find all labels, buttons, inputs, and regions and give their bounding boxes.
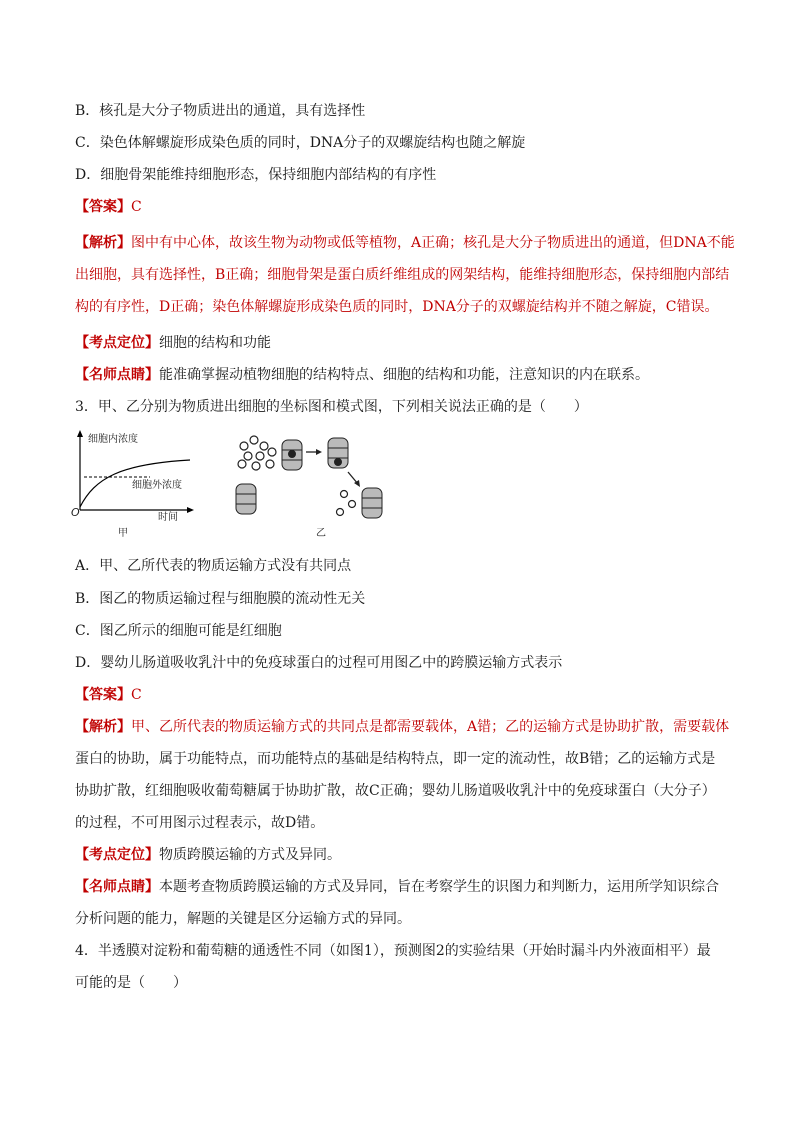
arrow-1-head: [316, 449, 322, 455]
q2-analysis-line-2: 出细胞，具有选择性，B正确；细胞骨架是蛋白质纤维组成的网架结构，能维持细胞形态，保持细胞内部结: [75, 267, 730, 283]
carrier-protein-2: [328, 438, 348, 468]
q3-mingshi-line-1: [75, 877, 719, 897]
mingshi-tag: 【名师点睛】: [75, 879, 159, 895]
q3-analysis-line-1: [75, 717, 729, 737]
q2-option-b: B．核孔是大分子物质进出的通道，具有选择性: [75, 103, 366, 119]
q3-option-d: D．婴幼儿肠道吸收乳汁中的免疫球蛋白的过程可用图乙中的跨膜运输方式表示: [75, 655, 563, 671]
solute-molecules-outside: [238, 436, 276, 470]
q3-analysis-line-4: 的过程，不可用图示过程表示，故D错。: [75, 815, 325, 831]
kaodian-tag: 【考点定位】: [75, 335, 159, 351]
kaodian-tag: 【考点定位】: [75, 847, 159, 863]
q2-mingshi: [75, 365, 649, 385]
answer-tag: 【答案】: [75, 687, 131, 703]
kaodian-text: 细胞的结构和功能: [159, 335, 271, 351]
q2-answer: [75, 197, 142, 217]
kaodian-text: 物质跨膜运输的方式及异同。: [159, 847, 341, 863]
q3-kaodian: [75, 845, 341, 865]
caption-yi: 乙: [316, 528, 326, 539]
caption-jia: 甲: [118, 528, 128, 539]
q3-analysis-line-3: 协助扩散，红细胞吸收葡萄糖属于协助扩散，故C正确；婴幼儿肠道吸收乳汁中的免疫球蛋白（大分子）: [75, 783, 716, 799]
carrier-protein-3: [236, 484, 256, 514]
analysis-text: 甲、乙所代表的物质运输方式的共同点是都需要载体，A错；乙的运输方式是协助扩散，需要载体: [131, 719, 730, 735]
figure-yi: [232, 432, 392, 542]
mingshi-text: 能准确掌握动植物细胞的结构特点、细胞的结构和功能，注意知识的内在联系。: [159, 367, 649, 383]
analysis-text: 图中有中心体，故该生物为动物或低等植物，A正确；核孔是大分子物质进出的通道，但DNA不能: [131, 235, 735, 251]
q4-stem-line-1: 4．半透膜对淀粉和葡萄糖的通透性不同（如图1），预测图2的实验结果（开始时漏斗内外液面相平）最: [75, 943, 711, 959]
y-axis-label: 细胞内浓度: [88, 434, 138, 445]
q3-option-c: C．图乙所示的细胞可能是红细胞: [75, 623, 282, 639]
q4-stem-line-2: 可能的是（ ）: [75, 975, 187, 991]
q3-option-a: A．甲、乙所代表的物质运输方式没有共同点: [75, 558, 352, 574]
x-axis-label: 时间: [158, 512, 178, 523]
analysis-tag: 【解析】: [75, 719, 131, 735]
q2-option-d: D．细胞骨架能维持细胞形态，保持细胞内部结构的有序性: [75, 167, 437, 183]
q2-option-c: C．染色体解螺旋形成染色质的同时，DNA分子的双螺旋结构也随之解旋: [75, 135, 526, 151]
mingshi-tag: 【名师点睛】: [75, 367, 159, 383]
q3-mingshi-line-2: 分析问题的能力，解题的关键是区分运输方式的异同。: [75, 911, 411, 927]
analysis-tag: 【解析】: [75, 235, 131, 251]
x-axis-arrow: [187, 507, 194, 513]
answer-value: C: [131, 687, 142, 703]
answer-tag: 【答案】: [75, 199, 131, 215]
mingshi-text: 本题考查物质跨膜运输的方式及异同，旨在考察学生的识图力和判断力，运用所学知识综合: [159, 879, 719, 895]
dashed-line-label: 细胞外浓度: [132, 480, 182, 491]
q2-analysis-line-1: [75, 233, 735, 253]
figure-jia: [70, 428, 200, 543]
q2-kaodian: [75, 333, 271, 353]
solute-molecules-inside: [337, 491, 356, 516]
answer-value: C: [131, 199, 142, 215]
figure-yi-diagram: [232, 432, 392, 542]
y-axis-arrow: [77, 430, 83, 437]
q3-option-b: B．图乙的物质运输过程与细胞膜的流动性无关: [75, 591, 366, 607]
q3-analysis-line-2: 蛋白的协助，属于功能特点，而功能特点的基础是结构特点，即一定的流动性，故B错；乙的运输方式是: [75, 751, 716, 767]
q2-analysis-line-3: 构的有序性，D正确；染色体解螺旋形成染色质的同时，DNA分子的双螺旋结构并不随之解旋，C错误。: [75, 299, 719, 315]
q3-stem: 3．甲、乙分别为物质进出细胞的坐标图和模式图，下列相关说法正确的是（ ）: [75, 399, 588, 415]
carrier-protein-4: [362, 488, 382, 518]
carrier-protein-1: [282, 440, 302, 470]
q3-answer: [75, 685, 142, 705]
origin-label: O: [71, 506, 80, 519]
